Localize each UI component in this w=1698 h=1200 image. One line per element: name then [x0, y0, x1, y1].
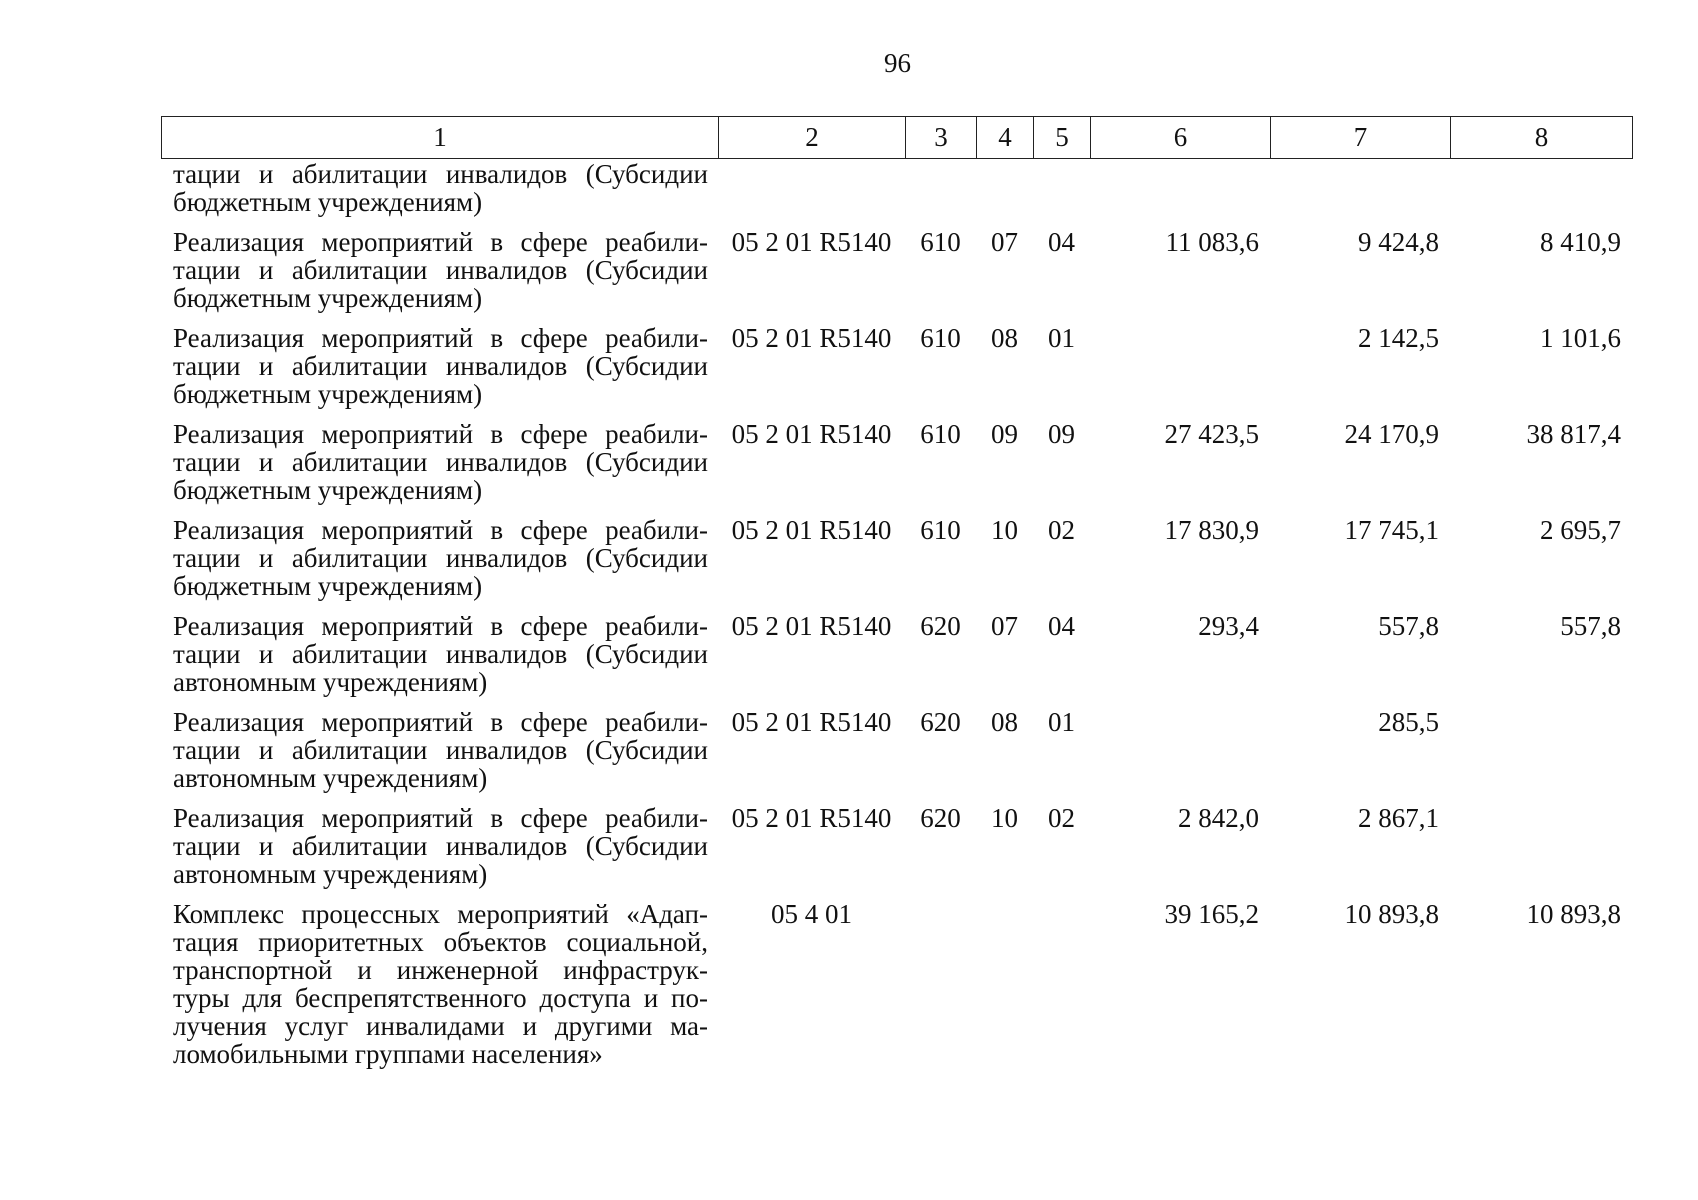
subsection-cell: 04 [1048, 611, 1075, 641]
row-name-cell [161, 612, 718, 708]
table-row [161, 160, 1632, 228]
subsection-cell: 02 [1048, 803, 1075, 833]
subsection-cell: 01 [1048, 323, 1075, 353]
amount-col6-cell: 27 423,5 [1164, 419, 1259, 449]
row-name-text: Комплекс процессных мероприятий «Адап-тация приоритетных объектов социальной, транспортной и инженерной инфраструк-туры для беспрепятственного доступа и по-лучения услуг инвалидами и другими ма-ломобильными группами населения» [173, 899, 708, 1069]
row-name-text: Реализация мероприятий в сфере реабили-тации и абилитации инвалидов (Субсидии автономным учреждениям) [173, 707, 708, 793]
amount-col8-cell: 8 410,9 [1540, 227, 1621, 257]
row-name-text: Реализация мероприятий в сфере реабили-тации и абилитации инвалидов (Субсидии автономным учреждениям) [173, 803, 708, 889]
amount-col7-cell [1270, 160, 1450, 228]
budget-table [161, 160, 1632, 1080]
amount-col6-cell [1090, 708, 1270, 804]
amount-col8-cell [1450, 708, 1632, 804]
section-cell: 09 [991, 419, 1018, 449]
row-name-text: Реализация мероприятий в сфере реабили-тации и абилитации инвалидов (Субсидии бюджетным учреждениям) [173, 515, 708, 601]
target-code-cell: 05 4 01 [771, 899, 852, 929]
expense-type-cell: 610 [920, 419, 961, 449]
amount-col8-cell [1450, 160, 1632, 228]
section-cell [976, 900, 1033, 1080]
expense-type-cell: 620 [920, 707, 961, 737]
section-cell: 07 [991, 611, 1018, 641]
row-name-text: Реализация мероприятий в сфере реабили-тации и абилитации инвалидов (Субсидии бюджетным учреждениям) [173, 227, 708, 313]
section-cell: 10 [991, 515, 1018, 545]
section-cell: 07 [991, 227, 1018, 257]
table-row [161, 804, 1632, 900]
amount-col7-cell: 2 142,5 [1358, 323, 1439, 353]
section-cell: 10 [991, 803, 1018, 833]
row-name-text: Реализация мероприятий в сфере реабили-тации и абилитации инвалидов (Субсидии автономным учреждениям) [173, 611, 708, 697]
row-name-cell [161, 324, 718, 420]
amount-col6-cell: 17 830,9 [1164, 515, 1259, 545]
target-code-cell: 05 2 01 R5140 [731, 419, 892, 449]
amount-col7-cell: 24 170,9 [1344, 419, 1439, 449]
table-row [161, 516, 1632, 612]
target-code-cell: 05 2 01 R5140 [731, 227, 892, 257]
table-row [161, 228, 1632, 324]
row-name-cell [161, 160, 718, 228]
column-header-5: 5 [1034, 117, 1091, 159]
amount-col8-cell: 10 893,8 [1526, 899, 1621, 929]
table-row [161, 612, 1632, 708]
subsection-cell: 04 [1048, 227, 1075, 257]
column-header-4: 4 [977, 117, 1034, 159]
column-header-6: 6 [1091, 117, 1271, 159]
column-header-row [161, 116, 1633, 159]
row-name-text: Реализация мероприятий в сфере реабили-тации и абилитации инвалидов (Субсидии бюджетным учреждениям) [173, 419, 708, 505]
amount-col7-cell: 285,5 [1378, 707, 1439, 737]
amount-col6-cell: 11 083,6 [1165, 227, 1259, 257]
expense-type-cell [905, 900, 976, 1080]
target-code-cell: 05 2 01 R5140 [731, 611, 892, 641]
row-name-cell [161, 804, 718, 900]
expense-type-cell: 610 [920, 515, 961, 545]
subsection-cell [1033, 900, 1090, 1080]
target-code-cell: 05 2 01 R5140 [731, 707, 892, 737]
subsection-cell [1033, 160, 1090, 228]
amount-col6-cell: 293,4 [1198, 611, 1259, 641]
expense-type-cell: 620 [920, 611, 961, 641]
target-code-cell [718, 160, 905, 228]
section-cell: 08 [991, 707, 1018, 737]
page-number: 96 [884, 48, 911, 78]
amount-col8-cell: 557,8 [1560, 611, 1621, 641]
target-code-cell: 05 2 01 R5140 [731, 515, 892, 545]
amount-col8-cell: 1 101,6 [1540, 323, 1621, 353]
row-name-cell [161, 900, 718, 1080]
amount-col7-cell: 9 424,8 [1358, 227, 1439, 257]
amount-col8-cell: 38 817,4 [1526, 419, 1621, 449]
amount-col8-cell: 2 695,7 [1540, 515, 1621, 545]
target-code-cell: 05 2 01 R5140 [731, 803, 892, 833]
amount-col7-cell: 557,8 [1378, 611, 1439, 641]
row-name-cell [161, 420, 718, 516]
amount-col6-cell [1090, 160, 1270, 228]
amount-col6-cell: 39 165,2 [1164, 899, 1259, 929]
row-name-text: тации и абилитации инвалидов (Субсидии бюджетным учреждениям) [173, 159, 708, 217]
column-header-7: 7 [1271, 117, 1451, 159]
expense-type-cell: 620 [920, 803, 961, 833]
column-header-8: 8 [1451, 117, 1633, 159]
expense-type-cell: 610 [920, 323, 961, 353]
amount-col7-cell: 10 893,8 [1344, 899, 1439, 929]
row-name-cell [161, 516, 718, 612]
subsection-cell: 09 [1048, 419, 1075, 449]
row-name-cell [161, 708, 718, 804]
subsection-cell: 01 [1048, 707, 1075, 737]
amount-col7-cell: 17 745,1 [1344, 515, 1439, 545]
table-row [161, 900, 1632, 1080]
section-cell: 08 [991, 323, 1018, 353]
table-row [161, 324, 1632, 420]
column-header-1: 1 [162, 117, 719, 159]
amount-col7-cell: 2 867,1 [1358, 803, 1439, 833]
column-header-3: 3 [906, 117, 977, 159]
table-row [161, 420, 1632, 516]
amount-col6-cell [1090, 324, 1270, 420]
row-name-cell [161, 228, 718, 324]
target-code-cell: 05 2 01 R5140 [731, 323, 892, 353]
amount-col8-cell [1450, 804, 1632, 900]
table-row [161, 708, 1632, 804]
column-header-2: 2 [719, 117, 906, 159]
expense-type-cell [905, 160, 976, 228]
expense-type-cell: 610 [920, 227, 961, 257]
section-cell [976, 160, 1033, 228]
subsection-cell: 02 [1048, 515, 1075, 545]
row-name-text: Реализация мероприятий в сфере реабили-тации и абилитации инвалидов (Субсидии бюджетным учреждениям) [173, 323, 708, 409]
amount-col6-cell: 2 842,0 [1178, 803, 1259, 833]
